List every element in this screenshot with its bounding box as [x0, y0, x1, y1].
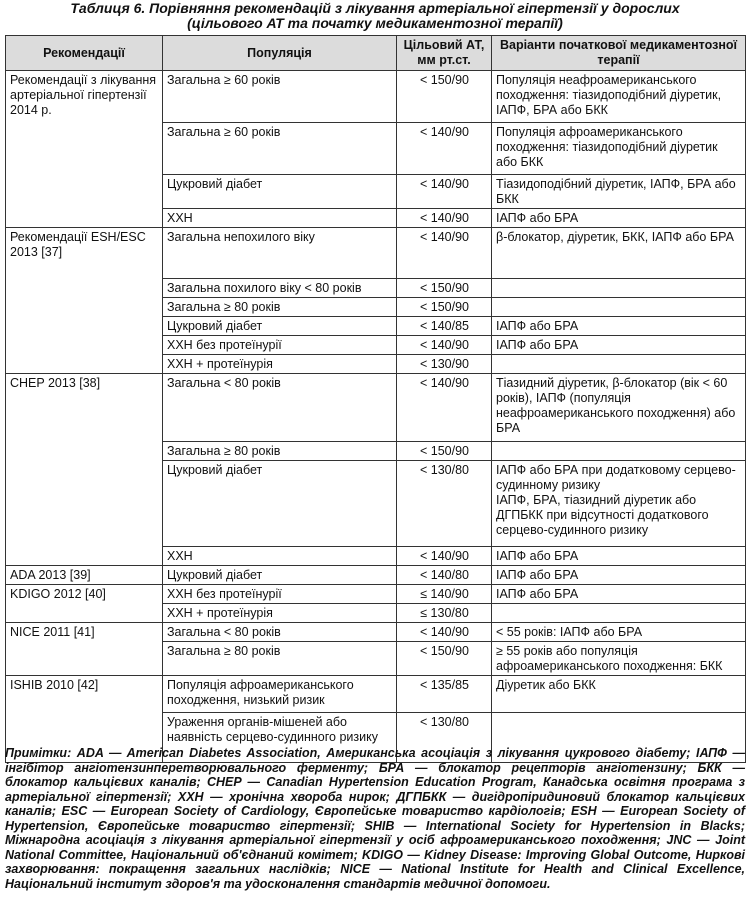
therapy-cell: Популяція неафроамериканського походження: тіазидоподібний діуретик, ІАПФ, БРА або БКК	[492, 71, 746, 123]
therapy-cell: ІАПФ або БРА	[492, 585, 746, 604]
target-cell: < 140/90	[397, 623, 492, 642]
population-cell: Загальна непохилого віку	[163, 228, 397, 279]
population-cell: Загальна ≥ 60 років	[163, 71, 397, 123]
therapy-cell: ІАПФ або БРА при додатковому серцево-судинному ризику ІАПФ, БРА, тіазидний діуретик або ДГПБКК при відсутності додаткового серцево-судинного ризику	[492, 461, 746, 547]
table-title	[0, 1, 750, 31]
therapy-cell: ІАПФ або БРА	[492, 336, 746, 355]
therapy-cell: ІАПФ або БРА	[492, 317, 746, 336]
population-cell: ХХН + протеїнурія	[163, 604, 397, 623]
therapy-cell: Діуретик або БКК	[492, 676, 746, 713]
population-cell: ХХН	[163, 547, 397, 566]
table-title-line-2: (цільового АТ та початку медикаментозної терапії)	[187, 15, 563, 31]
target-cell: < 140/90	[397, 175, 492, 209]
therapy-cell: < 55 років: ІАПФ або БРА	[492, 623, 746, 642]
target-cell: < 135/85	[397, 676, 492, 713]
therapy-cell	[492, 604, 746, 623]
target-cell: < 140/90	[397, 123, 492, 175]
population-cell: Загальна ≥ 80 років	[163, 442, 397, 461]
table-row	[6, 566, 746, 585]
header-therapy: Варіанти початкової медикаментозної терапії	[492, 36, 746, 71]
population-cell: Загальна похилого віку < 80 років	[163, 279, 397, 298]
therapy-cell: ІАПФ або БРА	[492, 547, 746, 566]
therapy-cell: Тіазидоподібний діуретик, ІАПФ, БРА або БКК	[492, 175, 746, 209]
table-row	[6, 585, 746, 604]
recommendation-cell: CHEP 2013 [38]	[6, 374, 163, 566]
recommendation-cell: ISHIB 2010 [42]	[6, 676, 163, 763]
recommendation-cell: ADA 2013 [39]	[6, 566, 163, 585]
header-population: Популяція	[163, 36, 397, 71]
header-target: Цільовий АТ, мм рт.ст.	[397, 36, 492, 71]
population-cell: ХХН	[163, 209, 397, 228]
therapy-cell: β-блокатор, діуретик, БКК, ІАПФ або БРА	[492, 228, 746, 279]
target-cell: ≤ 140/90	[397, 585, 492, 604]
population-cell: Загальна ≥ 60 років	[163, 123, 397, 175]
table-row	[6, 228, 746, 279]
target-cell: < 150/90	[397, 279, 492, 298]
target-cell: < 140/90	[397, 228, 492, 279]
therapy-cell: ІАПФ або БРА	[492, 209, 746, 228]
recommendation-cell: Рекомендації з лікування артеріальної гіпертензії 2014 р.	[6, 71, 163, 228]
recommendation-cell: Рекомендації ESH/ESC 2013 [37]	[6, 228, 163, 374]
target-cell: ≤ 130/80	[397, 604, 492, 623]
table-row	[6, 71, 746, 123]
population-cell: ХХН без протеїнурії	[163, 336, 397, 355]
target-cell: < 150/90	[397, 298, 492, 317]
target-cell: < 150/90	[397, 71, 492, 123]
population-cell: Загальна < 80 років	[163, 623, 397, 642]
header-recommendation: Рекомендації	[6, 36, 163, 71]
therapy-cell: Популяція афроамериканського походження: тіазидоподібний діуретик або БКК	[492, 123, 746, 175]
therapy-cell: ≥ 55 років або популяція афроамериканського походження: БКК	[492, 642, 746, 676]
target-cell: < 150/90	[397, 442, 492, 461]
target-cell: < 140/85	[397, 317, 492, 336]
population-cell: Цукровий діабет	[163, 317, 397, 336]
therapy-cell	[492, 442, 746, 461]
recommendation-cell: KDIGO 2012 [40]	[6, 585, 163, 623]
therapy-cell	[492, 355, 746, 374]
therapy-cell: Тіазидний діуретик, β-блокатор (вік < 60 років), ІАПФ (популяція неафроамериканського походження) або БРА	[492, 374, 746, 442]
table-body	[6, 71, 746, 763]
population-cell: Цукровий діабет	[163, 566, 397, 585]
target-cell: < 140/80	[397, 566, 492, 585]
population-cell: Загальна < 80 років	[163, 374, 397, 442]
target-cell: < 150/90	[397, 642, 492, 676]
population-cell: Ураження органів-мішеней або наявність серцево-судинного ризику	[163, 713, 397, 763]
target-cell: < 140/90	[397, 209, 492, 228]
population-cell: Цукровий діабет	[163, 461, 397, 547]
target-cell: < 140/90	[397, 374, 492, 442]
footnotes: Примітки: ADA — American Diabetes Association, Американська асоціація з лікування цукрового діабету; ІАПФ — інгібітор ангіотензинперетворювального ферменту; БРА — блокатор рецепторів ангіотензину; БКК — блокатор кальцієвих каналів; CHEP — Canadian Hypertension Education Program, Канадська освітня програма з артеріальної гіпертензії; ХХН — хронічна хвороба нирок; ДГПБКК — дигідропіридиновий блокатор кальцієвих каналів; ESC — European Society of Cardiology, Європейське товариство кардіологів; ESH — European Society of Hypertension, Європейське товариство гіпертензії; SHIB — International Society for Hypertension in Blacks; Міжнародна асоціація з лікування артеріальної гіпертензії у осіб афроамериканського походження; JNC — Joint National Committee, Національний об'єднаний комітет; KDIGO — Kidney Disease: Improving Global Outcome, Ниркові захворювання: покращення загальних наслідків; NICE — National Institute for Health and Clinical Excellence, Національний інститут здоров'я та удосконалення стандартів медичної допомоги.	[5, 746, 745, 891]
population-cell: Загальна ≥ 80 років	[163, 298, 397, 317]
therapy-cell: ІАПФ або БРА	[492, 566, 746, 585]
header-row	[6, 36, 746, 71]
target-cell: < 140/90	[397, 336, 492, 355]
table-row	[6, 623, 746, 642]
population-cell: Загальна ≥ 80 років	[163, 642, 397, 676]
population-cell: Популяція афроамериканського походження, низький ризик	[163, 676, 397, 713]
target-cell: < 140/90	[397, 547, 492, 566]
population-cell: Цукровий діабет	[163, 175, 397, 209]
table-title-line-1: Таблиця 6. Порівняння рекомендацій з лікування артеріальної гіпертензії у дорослих	[70, 0, 680, 16]
therapy-cell	[492, 279, 746, 298]
recommendation-cell: NICE 2011 [41]	[6, 623, 163, 676]
population-cell: ХХН + протеїнурія	[163, 355, 397, 374]
therapy-cell	[492, 298, 746, 317]
table-row	[6, 676, 746, 713]
target-cell: < 130/90	[397, 355, 492, 374]
target-cell: < 130/80	[397, 461, 492, 547]
table-row	[6, 374, 746, 442]
recommendations-table	[5, 35, 746, 763]
population-cell: ХХН без протеїнурії	[163, 585, 397, 604]
target-cell: < 130/80	[397, 713, 492, 763]
